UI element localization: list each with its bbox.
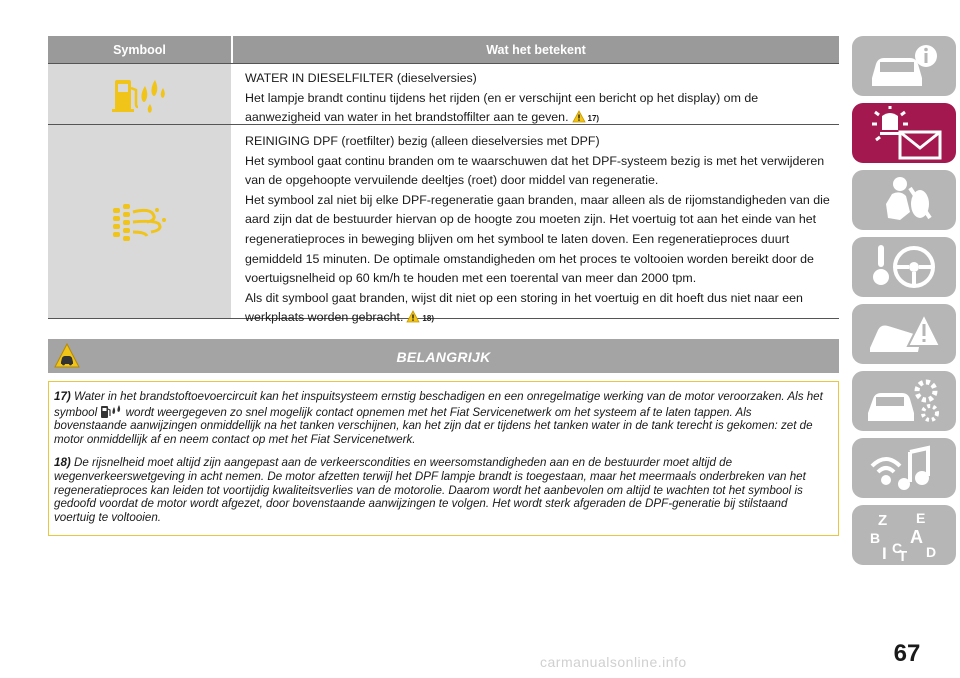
water-title: WATER IN DIESELFILTER (dieselversies) <box>245 71 477 85</box>
footnote-ref-18[interactable]: 18) <box>422 314 434 324</box>
svg-text:B: B <box>870 530 881 546</box>
page-number: 67 <box>893 640 921 667</box>
dpf-text-line: van de opgehoopte vervuilende deeltjes (roet) door middel van regeneratie. <box>245 173 659 188</box>
svg-text:T: T <box>898 548 908 561</box>
dpf-title: REINIGING DPF (roetfilter) bezig (alleen dieselversies met DPF) <box>245 134 600 148</box>
car-breakdown-triangle-icon <box>864 308 944 360</box>
table-header <box>48 36 839 63</box>
dpf-text-line: aard zijn dat de bestuurder hiervan op de hoogte zou moeten zijn. Het voertuig tot aan het einde van het <box>245 212 817 227</box>
svg-text:C: C <box>892 540 903 556</box>
notice-number: 18) <box>54 456 71 470</box>
nav-item-emergency[interactable] <box>852 304 956 364</box>
water-text-line: Het lampje brandt continu tijdens het rijden (en er verschijnt een bericht op het display) om de <box>245 90 759 105</box>
dpf-text-line: Het symbool gaat continu branden om te waarschuwen dat het DPF-systeem bezig is met het verwijderen <box>245 153 825 168</box>
car-maintenance-gears-icon <box>864 375 944 427</box>
notice-header <box>48 339 839 373</box>
water-in-fuel-icon <box>109 74 171 114</box>
svg-text:A: A <box>910 527 923 547</box>
nav-item-starting-driving[interactable] <box>852 237 956 297</box>
notice-item-17: 17) Water in het brandstoftoevoercircuit kan het inspuitsysteem ernstig beschadigen en een onregelmatige werking van de motor veroorzaken. Als het symbool wordt weergegeven zo snel mogelijk contact opnemen met het Fiat Servicenetwerk om het systeem af te laten tappen. Als bovenstaande aanwijzingen onmiddellijk na het tanken verschijnen, kan het zijn dat er tijdens het tanken water in de tank terecht is gekomen: zet de motor onmiddellijk af en neem contact op met het Fiat Servicenetwerk. <box>54 390 823 446</box>
symbol-cell <box>48 64 231 124</box>
dpf-text-line: werkplaats worden gebracht. 18) <box>245 310 434 325</box>
column-header-symbol: Symbool <box>113 42 166 57</box>
multimedia-music-icon <box>864 442 944 494</box>
svg-text:D: D <box>926 544 937 560</box>
water-text-line: aanwezigheid van water in het brandstoffilter aan te geven. 17) <box>245 110 600 125</box>
notice-number: 17) <box>54 390 71 403</box>
nav-item-maintenance[interactable] <box>852 371 956 431</box>
nav-item-index[interactable] <box>852 505 956 565</box>
svg-text:Z: Z <box>878 512 888 529</box>
notice-body <box>48 381 839 536</box>
warning-triangle-icon <box>406 310 420 323</box>
dpf-text-line: Als dit symbool gaat branden, wijst dit niet op een storing in het voertuig en dit hoeft dus niet naar een <box>245 290 803 305</box>
column-header-meaning: Wat het betekent <box>231 36 839 63</box>
meaning-cell <box>231 64 839 124</box>
notice-item-18: 18) De rijsnelheid moet altijd zijn aangepast aan de verkeerscondities en weersomstandigheden aan en de bestuurder moet altijd de wegenverkeerswetgeving in acht nemen. De motor afzetten terwijl het DPF lampje brandt is toegestaan, maar het meermaals onderbreken van het regeneratieproces kan leiden tot voortijdig kwaliteitsverlies van de motorolie. Daarom wordt het aanbevolen om altijd te wachten tot het symbool is gedoofd voordat de motor wordt afgezet, door bovenstaande aanwijzingen te volgen. Het wordt sterk afgeraden de DPF-generatie bij stilstaand voertuig te voltooien. <box>54 456 806 524</box>
nav-item-safety[interactable] <box>852 170 956 230</box>
warning-triangle-icon <box>572 110 586 123</box>
chapter-navigation <box>852 36 956 572</box>
dpf-text-line: regeneratieproces in beweging blijven om het symbool te laten doven. Een regeneratieproces duurt <box>245 231 790 246</box>
water-in-fuel-icon <box>100 404 122 419</box>
car-info-icon <box>864 40 944 92</box>
svg-text:I: I <box>882 544 887 561</box>
meaning-cell <box>231 125 839 325</box>
warning-lights-message-icon <box>862 106 946 160</box>
symbol-cell <box>48 125 231 318</box>
dpf-regeneration-icon <box>109 202 171 242</box>
svg-text:E: E <box>916 510 926 526</box>
watermark: carmanualsonline.info <box>540 654 687 670</box>
notice-title: BELANGRIJK <box>396 349 491 365</box>
dpf-text-line: Het symbool zal niet bij elke DPF-regeneratie gaan branden, maar alleen als de rijomstandigheden van die <box>245 192 830 207</box>
nav-item-warning-lights[interactable] <box>852 103 956 163</box>
key-steering-wheel-icon <box>864 241 944 293</box>
nav-item-multimedia[interactable] <box>852 438 956 498</box>
nav-item-vehicle-info[interactable] <box>852 36 956 96</box>
footnote-ref-17[interactable]: 17) <box>587 114 600 124</box>
dpf-text-line: voertuigsnelheid op 60 km/h te houden met een toerental van meer dan 2000 tpm. <box>245 271 697 286</box>
table-row <box>48 125 839 325</box>
table-row <box>48 63 839 125</box>
warning-lights-table <box>48 36 839 325</box>
airbag-passenger-icon <box>864 174 944 226</box>
alphabetical-index-icon <box>864 509 944 561</box>
dpf-text-line: gemiddeld 15 minuten. De optimale omstandigheden om het proces te voltooien worden bereikt door de <box>245 251 814 266</box>
